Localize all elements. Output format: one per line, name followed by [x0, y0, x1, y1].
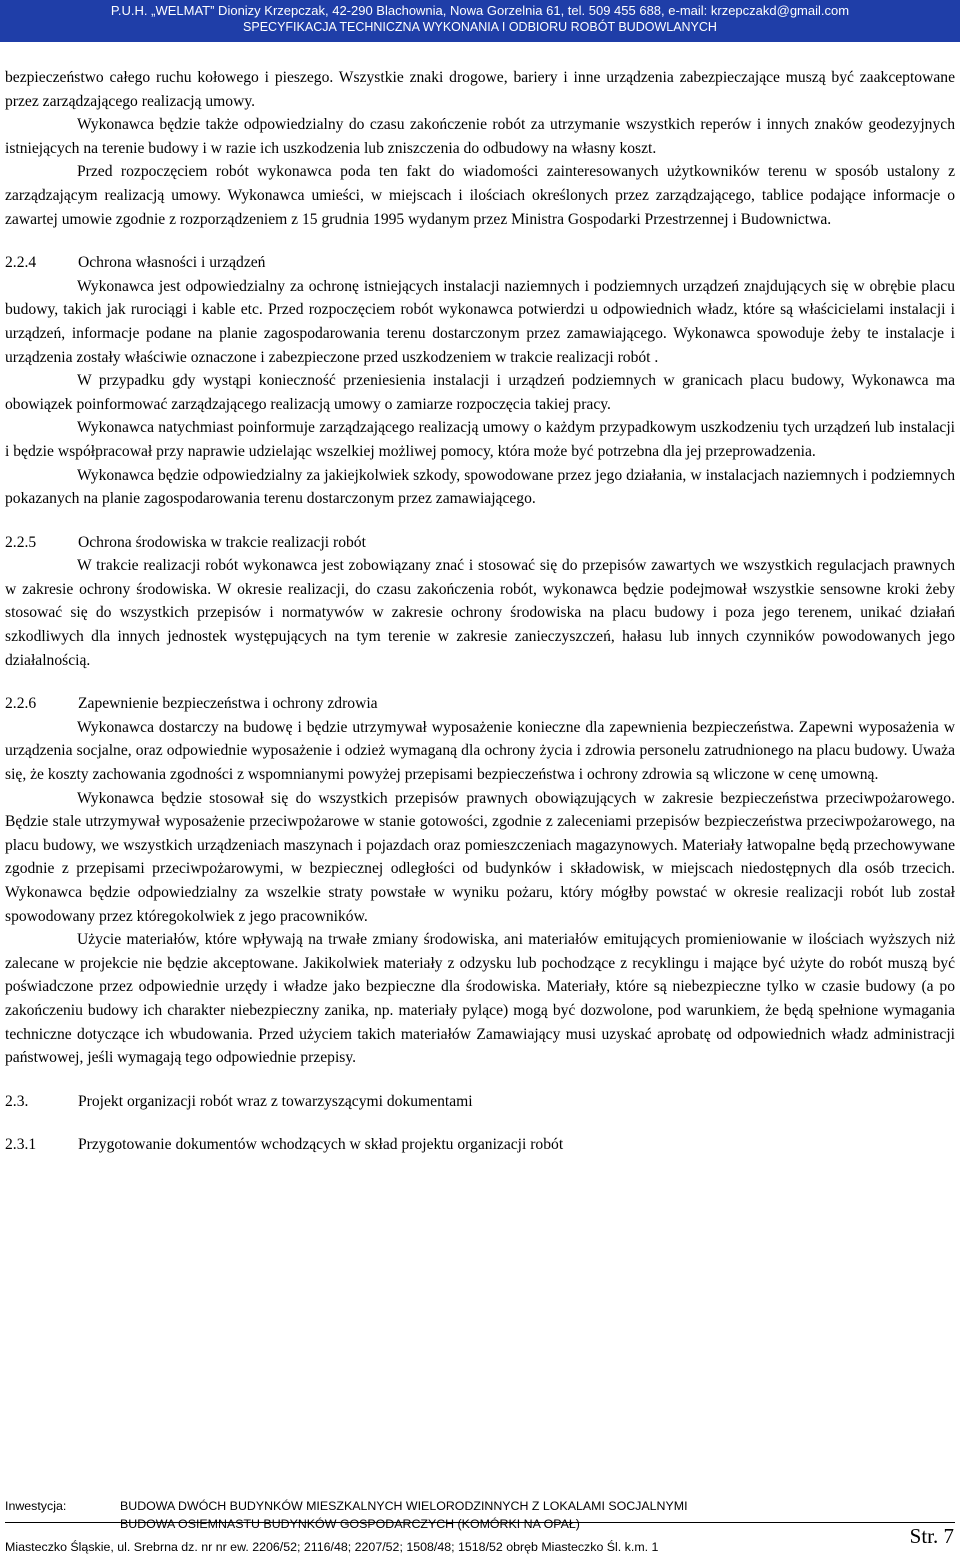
paragraph: W trakcie realizacji robót wykonawca jest zobowiązany znać i stosować się do przepisów zawartych we wszystkich regulacjach prawnych w zakresie ochrony środowiska. W okresie realizacji, do czasu zakończenia robót, wykonawca będzie podejmował wszystkie sensowne kroki żeby stosować się do wszystkich przepisów i normatywów w zakresie ochrony środowiska na placu budowy i poza jego terenem, unikać działań szkodliwych dla innych jednostek występujących na tym terenie w zakresie zanieczyszczeń, hałasu lub innych czynników powodowanych jego działalnością. [5, 557, 955, 669]
section-heading-2-3 [5, 1090, 955, 1114]
section-number: 2.2.6 [5, 695, 37, 713]
document-title: SPECYFIKACJA TECHNICZNA WYKONANIA I ODBIORU ROBÓT BUDOWLANYCH [243, 20, 717, 34]
section-number: 2.3.1 [5, 1136, 37, 1154]
section-heading-2-2-6 [5, 692, 955, 716]
section-heading-2-2-5 [5, 531, 955, 555]
paragraph: Wykonawca będzie odpowiedzialny za jakiejkolwiek szkody, spowodowane przez jego działania, w instalacjach naziemnych i podziemnych pokazanych na planie zagospodarowania terenu dostarczonym przez zamawiającego. [5, 466, 955, 508]
paragraph: Przed rozpoczęciem robót wykonawca poda ten fakt do wiadomości zainteresowanych użytkowników terenu w sposób ustalony z zarządzającym realizacją umowy. Wykonawca umieści, w miejscach i ilościach określonych przez zarządzającego, tablice podające informacje o zawartej umowie zgodnie z rozporządzeniem z 15 grudnia 1995 wydanym przez Ministra Gospodarki Przestrzennej i Budownictwa. [5, 163, 955, 228]
paragraph: Wykonawca jest odpowiedzialny za ochronę istniejących instalacji naziemnych i podziemnych urządzeń znajdujących się w obrębie placu budowy, takich jak rurociągi i kable etc. Przed rozpoczęciem robót wykonawca potwierdzi u odpowiednich władz, które są właścicielami instalacji i urządzeń, informacje podane na planie zagospodarowania terenu dostarczonym przez zamawiającego. Wykonawca spowoduje żeby te instalacje i urządzenia zostały właściwie oznaczone i zabezpieczone przed uszkodzeniem w trakcie realizacji robót . [5, 277, 955, 366]
section-title: Zapewnienie bezpieczeństwa i ochrony zdrowia [78, 695, 378, 713]
investment-line: BUDOWA OSIEMNASTU BUDYNKÓW GOSPODARCZYCH (KOMÓRKI NA OPAŁ) [120, 1517, 580, 1531]
section-title: Projekt organizacji robót wraz z towarzyszącymi dokumentami [78, 1092, 473, 1110]
investment-label: Inwestycja: [5, 1499, 67, 1513]
paragraph: Wykonawca dostarczy na budowę i będzie utrzymywał wyposażenie konieczne dla zapewnienia bezpieczeństwa. Zapewni wyposażenia w urządzenia socjalne, oraz odpowiednie wyposażenie i odzież wymaganą dla ochrony życia i zdrowia personelu zatrudnionego na placu budowy. Uważa się, że koszty zachowania zgodności z wspomnianymi powyżej przepisami bezpieczeństwa i ochrony zdrowia są wliczone w cenę umowną. [5, 718, 955, 784]
section-title: Przygotowanie dokumentów wchodzących w skład projektu organizacji robót [78, 1136, 564, 1154]
investment-line: BUDOWA DWÓCH BUDYNKÓW MIESZKALNYCH WIELORODZINNYCH Z LOKALAMI SOCJALNYMI [120, 1499, 688, 1513]
page-number: Str. 7 [909, 1524, 954, 1548]
section-number: 2.2.4 [5, 254, 37, 272]
document-footer [0, 1499, 960, 1561]
paragraph: bezpieczeństwo całego ruchu kołowego i pieszego. Wszystkie znaki drogowe, bariery i inne urządzenia zabezpieczające muszą być zaakceptowane przez zarządzającego realizacją umowy. [5, 69, 955, 110]
document-body [5, 66, 955, 1157]
section-heading-2-2-4 [5, 251, 955, 275]
section-title: Ochrona własności i urządzeń [78, 254, 266, 272]
document-header [0, 0, 960, 42]
paragraph: W przypadku gdy wystąpi konieczność przeniesienia instalacji i urządzeń podziemnych w granicach placu budowy, Wykonawca ma obowiązek poinformować zarządzającego realizacją umowy o zamiarze rozpoczęcia takiej pracy. [5, 372, 955, 413]
footer-divider [5, 1522, 955, 1523]
company-info: P.U.H. „WELMAT” Dionizy Krzepczak, 42-290 Blachownia, Nowa Gorzelnia 61, tel. 509 455 688, e-mail: krzepczakd@gmail.com [110, 3, 850, 18]
paragraph: Wykonawca natychmiast poinformuje zarządzającego realizacją umowy o każdym przypadkowym uszkodzeniu tych urządzeń lub instalacji i będzie współpracował przy naprawie udzielając wszelkiej możliwej pomocy, która może być potrzebna dla jej przeprowadzenia. [5, 419, 955, 460]
paragraph: Wykonawca będzie także odpowiedzialny do czasu zakończenie robót za utrzymanie wszystkich reperów i innych znaków geodezyjnych istniejących na terenie budowy i w razie ich uszkodzenia lub zniszczenia do odbudowy na własny koszt. [5, 116, 955, 157]
paragraph: Użycie materiałów, które wpływają na trwałe zmiany środowiska, ani materiałów emitujących promieniowanie w ilościach wyższych niż zalecane w projekcie nie będzie akceptowane. Jakikolwiek materiały z odzysku lub pochodzące z recyklingu i mające być użyte do robót muszą być poświadczone przez odpowiednie urzędy i władze jako bezpieczne dla środowiska. Materiały, które są niebezpieczne tylko w czasie budowy (a po zakończeniu budowy ich charakter niebezpieczny zanika, np. materiały pylące) mogą być dozwolone, pod warunkiem, że będą spełnione wymagania techniczne dotyczące ich wbudowania. Przed użyciem takich materiałów Zamawiający musi uzyskać aprobatę od odpowiednich władz administracji państwowej, jeśli wymagają tego odpowiednie przepisy. [5, 931, 955, 1067]
section-heading-2-3-1 [5, 1133, 955, 1157]
site-location: Miasteczko Śląskie, ul. Srebrna dz. nr nr ew. 2206/52; 2116/48; 2207/52; 1508/48; 1518/52 obręb Miasteczko Śl. k.m. 1 [5, 1540, 659, 1554]
paragraph: Wykonawca będzie stosował się do wszystkich przepisów prawnych obowiązujących w zakresie bezpieczeństwa przeciwpożarowego. Będzie stale utrzymywał wyposażenie przeciwpożarowe w stanie gotowości, zgodnie z zaleceniami przepisów bezpieczeństwa przeciwpożarowego, na placu budowy, we wszystkich urządzeniach maszynach i pojazdach oraz pomieszczeniach magazynowych. Materiały łatwopalne będą przechowywane zgodnie z przepisami przeciwpożarowymi, w bezpiecznej odległości od budynków i składowisk, w miejscach niedostępnych dla osób trzecich. Wykonawca będzie odpowiedzialny za wszelkie straty powstałe w wyniku pożaru, który mógłby powstać w okresie realizacji robót lub został spowodowany przez któregokolwiek z jego pracowników. [5, 789, 955, 925]
section-number: 2.2.5 [5, 533, 37, 551]
investment-description [120, 1497, 880, 1533]
section-title: Ochrona środowiska w trakcie realizacji robót [78, 533, 366, 551]
section-number: 2.3. [5, 1092, 29, 1110]
